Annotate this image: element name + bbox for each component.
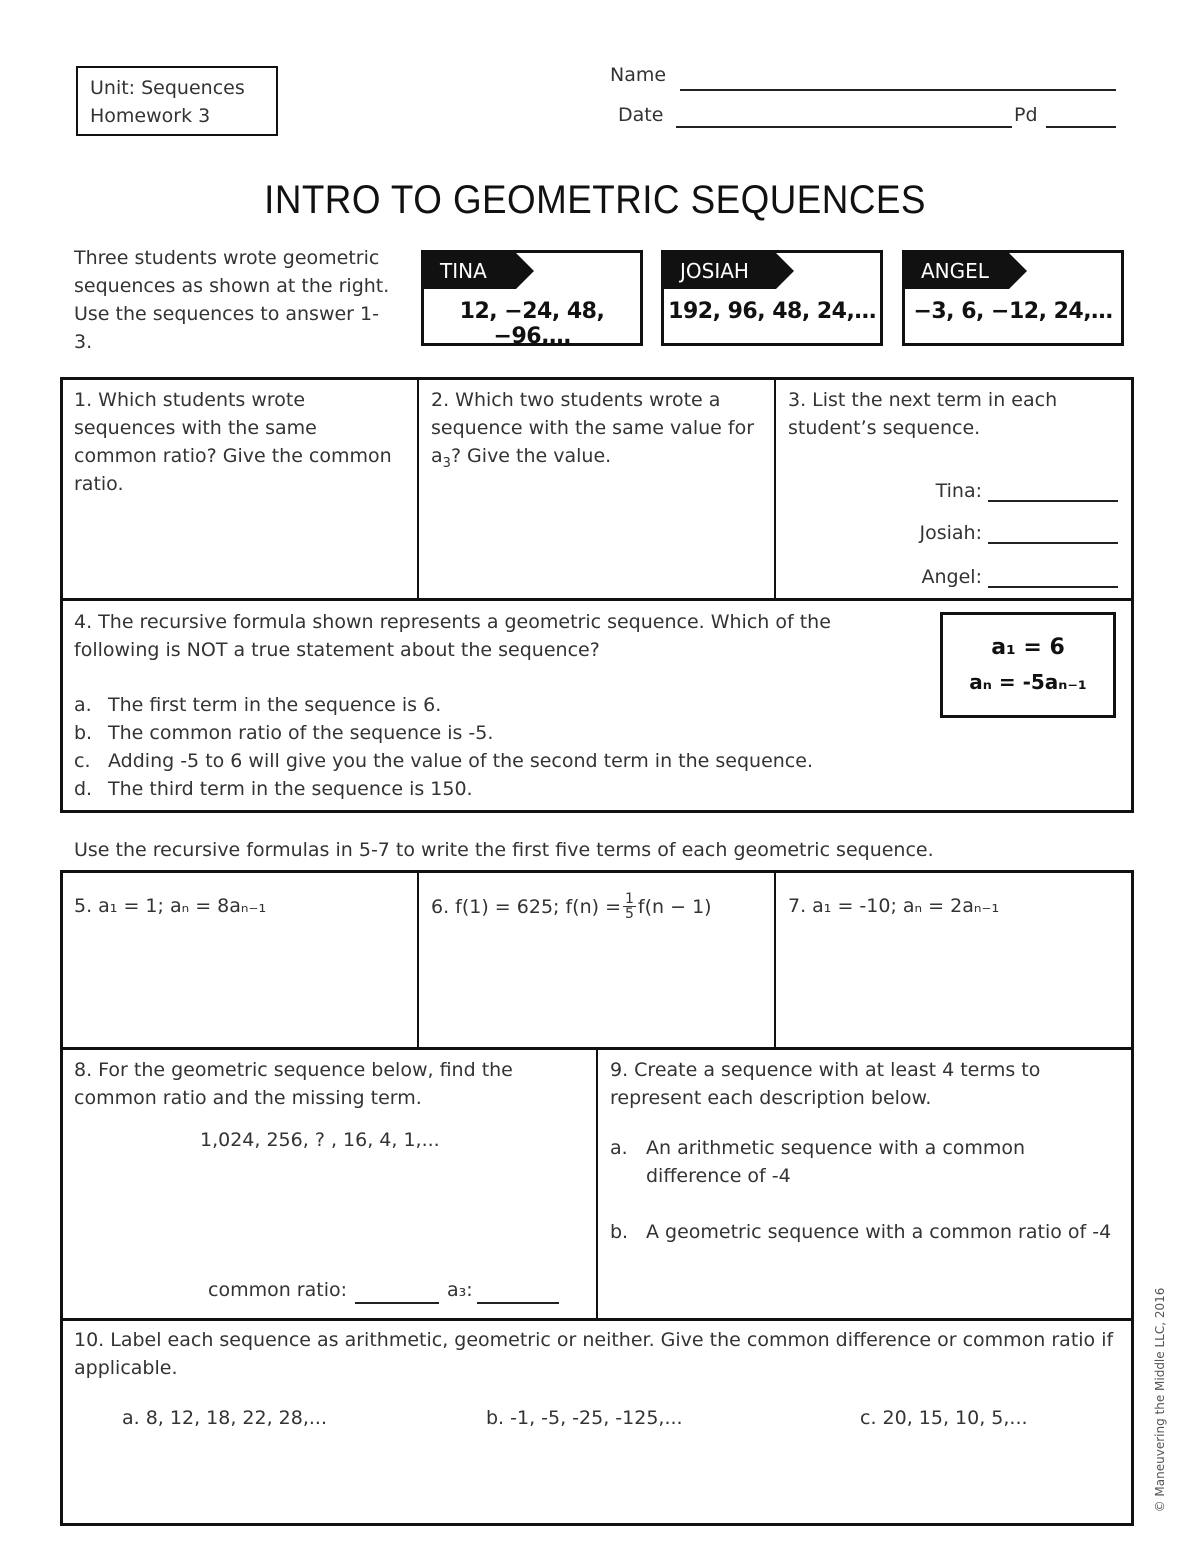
answer-tina[interactable] [936, 480, 1118, 502]
answer-angel[interactable] [922, 566, 1118, 588]
term-label: a₃: [447, 1279, 473, 1301]
q4-option-c[interactable] [74, 750, 813, 772]
q2-subscript: 3 [442, 455, 451, 471]
student-name: ANGEL [905, 253, 1009, 289]
divider [417, 870, 419, 1048]
question-6 [431, 892, 767, 921]
divider [60, 1318, 1134, 1321]
period-field[interactable] [1046, 126, 1116, 128]
answer-josiah[interactable] [920, 522, 1119, 544]
question-8: 8. For the geometric sequence below, find the common ratio and the missing term. [74, 1059, 513, 1109]
question-1: 1. Which students wrote sequences with the same common ratio? Give the common ratio. [74, 389, 392, 495]
q6-prefix: 6. f(1) = 625; f(n) = [431, 895, 621, 918]
option-letter: a. [74, 694, 92, 716]
student-box-josiah [661, 250, 883, 346]
ratio-label: common ratio: [208, 1279, 348, 1301]
answer-blank[interactable] [988, 522, 1118, 544]
ratio-blank[interactable] [355, 1282, 439, 1304]
fraction [623, 892, 636, 921]
option-letter: b. [74, 722, 93, 744]
term-blank[interactable] [477, 1282, 559, 1304]
q9-option-a [610, 1134, 1110, 1190]
q4-option-d[interactable] [74, 778, 473, 800]
fraction-numerator: 1 [625, 891, 634, 907]
answer-blank[interactable] [988, 480, 1118, 502]
option-text: The third term in the sequence is 150. [108, 778, 473, 800]
intro-text: Three students wrote geometric sequences as shown at the right. Use the sequences to answer 1-3. [74, 247, 390, 353]
answer-label: Tina: [935, 480, 982, 502]
q6-suffix: f(n − 1) [637, 895, 712, 918]
period-label: Pd [1014, 104, 1038, 126]
date-field[interactable] [676, 126, 1012, 128]
option-letter: b. [610, 1221, 629, 1243]
divider [417, 377, 419, 599]
option-text: The common ratio of the sequence is -5. [108, 722, 494, 744]
option-text: An arithmetic sequence with a common difference of -4 [646, 1137, 1026, 1187]
divider [60, 598, 1134, 601]
q10-item-c: c. 20, 15, 10, 5,... [860, 1407, 1028, 1429]
instructions-5-7: Use the recursive formulas in 5-7 to write the first five terms of each geometric sequence. [74, 839, 934, 861]
question-10: 10. Label each sequence as arithmetic, geometric or neither. Give the common difference or common ratio if applicable. [74, 1329, 1114, 1379]
question-9: 9. Create a sequence with at least 4 terms to represent each description below. [610, 1059, 1041, 1109]
q4-option-b[interactable] [74, 722, 493, 744]
answer-label: Angel: [921, 566, 982, 588]
student-box-tina [421, 250, 643, 349]
recursive-formula-box [940, 612, 1116, 718]
copyright: © Maneuvering the Middle LLC, 2016 [1153, 1287, 1167, 1513]
student-sequence: 12, −24, 48, −96,… [459, 299, 605, 349]
option-text: A geometric sequence with a common ratio of -4 [646, 1221, 1112, 1243]
option-letter: d. [74, 778, 93, 800]
formula-line-2: aₙ = -5aₙ₋₁ [969, 670, 1087, 694]
q10-item-a: a. 8, 12, 18, 22, 28,... [122, 1407, 327, 1429]
q9-option-b [610, 1218, 1120, 1246]
name-label: Name [610, 64, 667, 86]
question-7: 7. a₁ = -10; aₙ = 2aₙ₋₁ [788, 895, 1000, 917]
q8-answers [208, 1276, 559, 1304]
q8-sequence: 1,024, 256, ? , 16, 4, 1,... [200, 1129, 440, 1151]
option-letter: a. [610, 1137, 628, 1159]
answer-blank[interactable] [988, 566, 1118, 588]
unit-label-box [76, 66, 278, 136]
student-sequence: −3, 6, −12, 24,… [913, 299, 1113, 324]
divider [774, 870, 776, 1048]
student-sequence: 192, 96, 48, 24,… [668, 299, 876, 324]
fraction-denominator: 5 [625, 906, 634, 922]
q2-prefix: 2. Which two students wrote a sequence with the same value for a [431, 389, 755, 467]
option-text: The first term in the sequence is 6. [108, 694, 442, 716]
formula-line-1: a₁ = 6 [991, 635, 1065, 660]
question-5: 5. a₁ = 1; aₙ = 8aₙ₋₁ [74, 895, 267, 917]
divider [774, 377, 776, 599]
question-2 [431, 386, 767, 478]
date-label: Date [618, 104, 664, 126]
student-name: JOSIAH [664, 253, 776, 289]
q4-option-a[interactable] [74, 694, 441, 716]
page-title: INTRO TO GEOMETRIC SEQUENCES [264, 178, 926, 222]
question-4: 4. The recursive formula shown represents a geometric sequence. Which of the following is NOT a true statement about the sequence? [74, 611, 831, 661]
name-field[interactable] [680, 89, 1116, 91]
q10-item-b: b. -1, -5, -25, -125,... [486, 1407, 683, 1429]
unit-line: Unit: Sequences [90, 77, 245, 99]
student-name: TINA [424, 253, 516, 289]
option-text: Adding -5 to 6 will give you the value of the second term in the sequence. [108, 750, 813, 772]
question-3: 3. List the next term in each student’s sequence. [788, 389, 1058, 439]
student-box-angel [902, 250, 1124, 346]
q2-suffix: ? Give the value. [450, 445, 612, 467]
option-letter: c. [74, 750, 91, 772]
homework-line: Homework 3 [90, 105, 211, 127]
divider [596, 1047, 598, 1319]
answer-label: Josiah: [919, 522, 982, 544]
